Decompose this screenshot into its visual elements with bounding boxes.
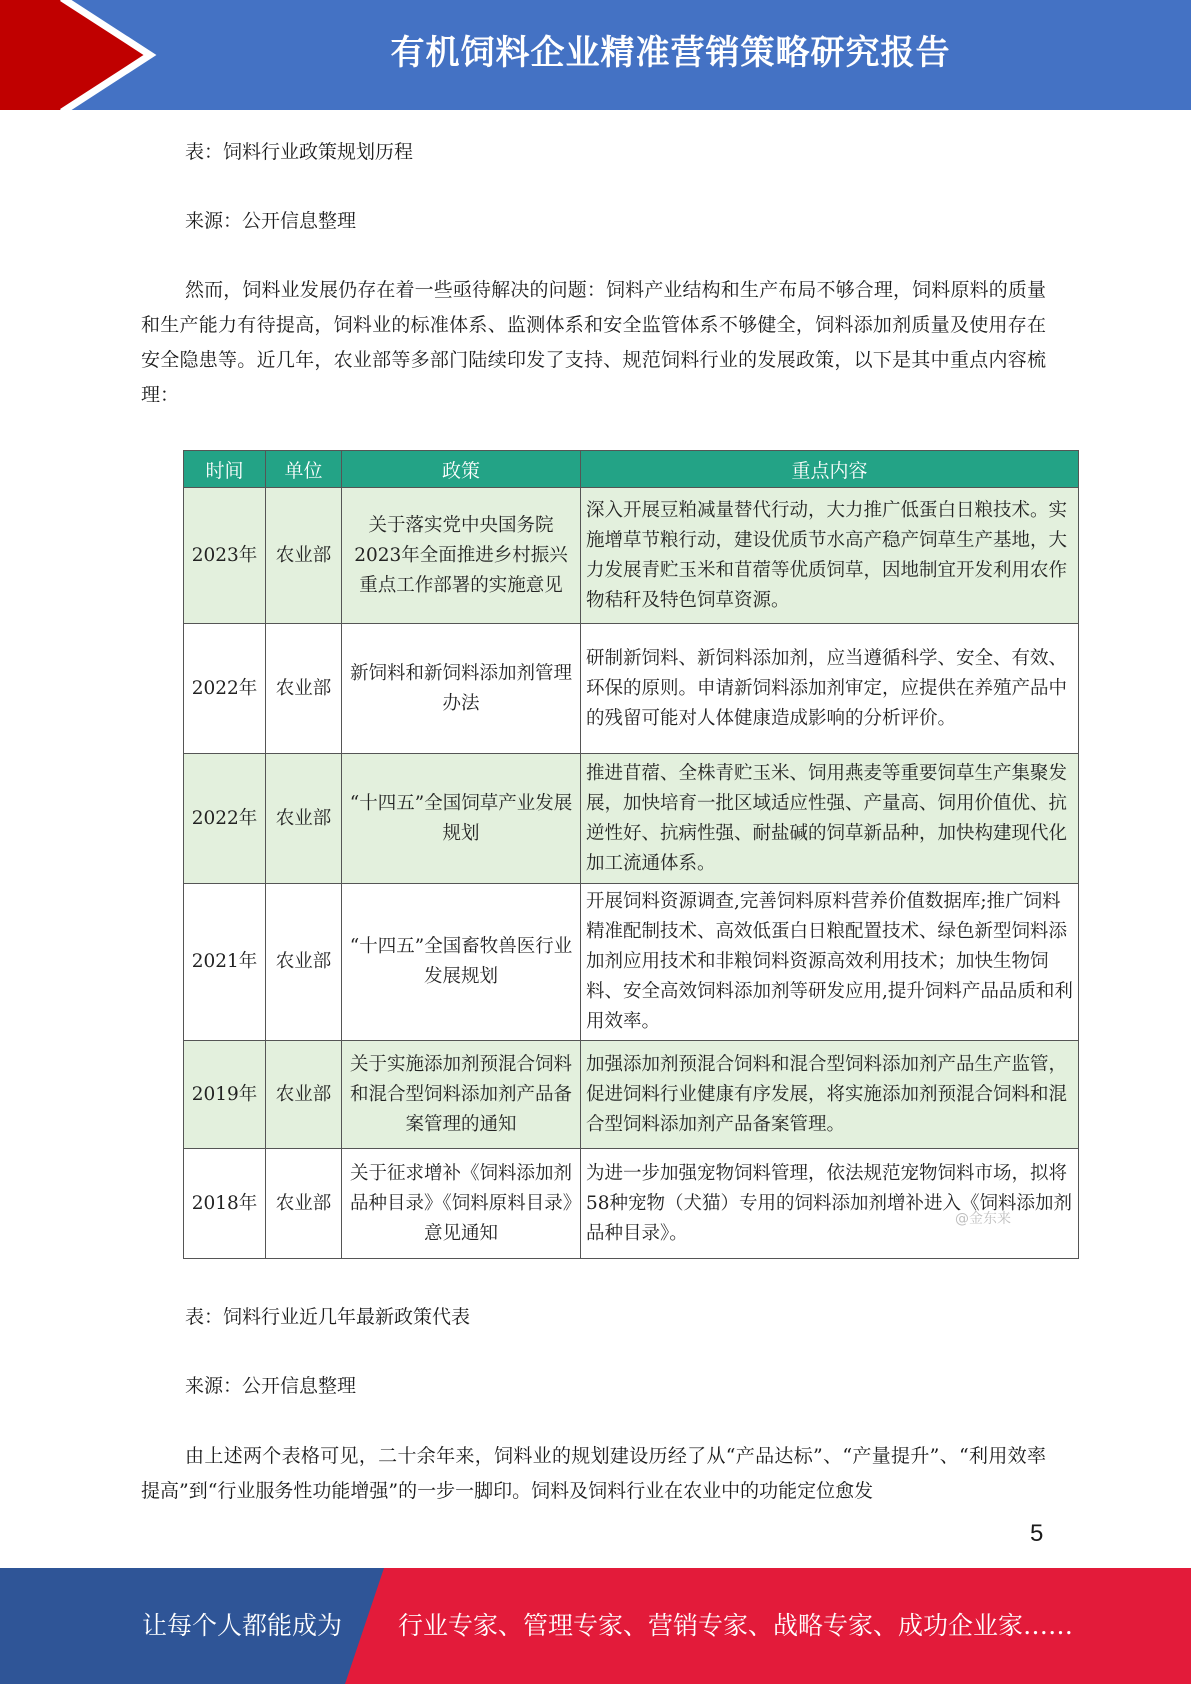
row-content: 推进苜蓿、全株青贮玉米、饲用燕麦等重要饲草生产集聚发展，加快培育一批区域适应性强、产量高、饲用价值优、抗逆性好、抗病性强、耐盐碱的饲草新品种，加快构建现代化加工流通体系。 <box>581 754 1079 884</box>
page-footer <box>0 1568 1191 1684</box>
table-header-row <box>184 451 1079 488</box>
row-content: 为进一步加强宠物饲料管理，依法规范宠物饲料市场，拟将58种宠物（犬猫）专用的饲料添加剂增补进入《饲料添加剂品种目录》。 <box>581 1149 1079 1259</box>
page-number: 5 <box>1030 1520 1044 1547</box>
header-unit: 单位 <box>266 451 342 488</box>
source-note-2: 来源：公开信息整理 <box>185 1375 357 1397</box>
row-unit: 农业部 <box>266 884 342 1041</box>
row-content: 加强添加剂预混合饲料和混合型饲料添加剂产品生产监管，促进饲料行业健康有序发展，将实施添加剂预混合饲料和混合型饲料添加剂产品备案管理。 <box>581 1041 1079 1149</box>
header-time: 时间 <box>184 451 266 488</box>
row-year: 2023年 <box>184 488 266 624</box>
row-unit: 农业部 <box>266 1149 342 1259</box>
row-year: 2019年 <box>184 1041 266 1149</box>
row-unit: 农业部 <box>266 624 342 754</box>
table-row <box>184 624 1079 754</box>
table-row <box>184 1149 1079 1259</box>
policy-table <box>183 450 1079 1259</box>
body-paragraph-2: 由上述两个表格可见，二十余年来，饲料业的规划建设历经了从“产品达标”、“产量提升”、“利用效率提高”到“行业服务性功能增强”的一步一脚印。饲料及饲料行业在农业中的功能定位愈发 <box>141 1445 1046 1502</box>
row-unit: 农业部 <box>266 1041 342 1149</box>
table-row <box>184 1041 1079 1149</box>
row-content: 研制新饲料、新饲料添加剂，应当遵循科学、安全、有效、环保的原则。申请新饲料添加剂审定，应提供在养殖产品中的残留可能对人体健康造成影响的分析评价。 <box>581 624 1079 754</box>
row-year: 2022年 <box>184 754 266 884</box>
header-content: 重点内容 <box>581 451 1079 488</box>
table-caption-1: 表：饲料行业政策规划历程 <box>185 141 414 163</box>
row-year: 2022年 <box>184 624 266 754</box>
header-policy: 政策 <box>342 451 581 488</box>
row-unit: 农业部 <box>266 488 342 624</box>
footer-slogan-left: 让每个人都能成为 <box>142 1611 343 1640</box>
image-watermark: @金东来 <box>955 1211 1011 1227</box>
body-paragraph-1: 然而，饲料业发展仍存在着一些亟待解决的问题：饲料产业结构和生产布局不够合理，饲料原料的质量和生产能力有待提高，饲料业的标准体系、监测体系和安全监管体系不够健全，饲料添加剂质量及使用存在安全隐患等。近几年，农业部等多部门陆续印发了支持、规范饲料行业的发展政策，以下是其中重点内容梳理： <box>141 279 1046 406</box>
footer-slogan-right: 行业专家、管理专家、营销专家、战略专家、成功企业家…… <box>398 1611 1074 1640</box>
row-policy: “十四五”全国饲草产业发展规划 <box>342 754 581 884</box>
row-content: 深入开展豆粕减量替代行动，大力推广低蛋白日粮技术。实施增草节粮行动，建设优质节水高产稳产饲草生产基地，大力发展青贮玉米和苜蓿等优质饲草，因地制宜开发利用农作物秸秆及特色饲草资源。 <box>581 488 1079 624</box>
row-policy: “十四五”全国畜牧兽医行业发展规划 <box>342 884 581 1041</box>
row-policy: 新饲料和新饲料添加剂管理办法 <box>342 624 581 754</box>
row-content: 开展饲料资源调查,完善饲料原料营养价值数据库;推广饲料精准配制技术、高效低蛋白日粮配置技术、绿色新型饲料添加剂应用技术和非粮饲料资源高效利用技术；加快生物饲料、安全高效饲料添加剂等研发应用,提升饲料产品品质和利用效率。 <box>581 884 1079 1041</box>
row-year: 2018年 <box>184 1149 266 1259</box>
table-row <box>184 884 1079 1041</box>
row-policy: 关于实施添加剂预混合饲料和混合型饲料添加剂产品备案管理的通知 <box>342 1041 581 1149</box>
table-row <box>184 754 1079 884</box>
table-caption-2: 表：饲料行业近几年最新政策代表 <box>185 1306 471 1328</box>
source-note-1: 来源：公开信息整理 <box>185 210 357 232</box>
row-policy: 关于征求增补《饲料添加剂品种目录》《饲料原料目录》意见通知 <box>342 1149 581 1259</box>
row-unit: 农业部 <box>266 754 342 884</box>
table-row <box>184 488 1079 624</box>
row-year: 2021年 <box>184 884 266 1041</box>
report-title: 有机饲料企业精准营销策略研究报告 <box>390 33 951 73</box>
row-policy: 关于落实党中央国务院2023年全面推进乡村振兴重点工作部署的实施意见 <box>342 488 581 624</box>
page-header <box>0 0 1191 110</box>
